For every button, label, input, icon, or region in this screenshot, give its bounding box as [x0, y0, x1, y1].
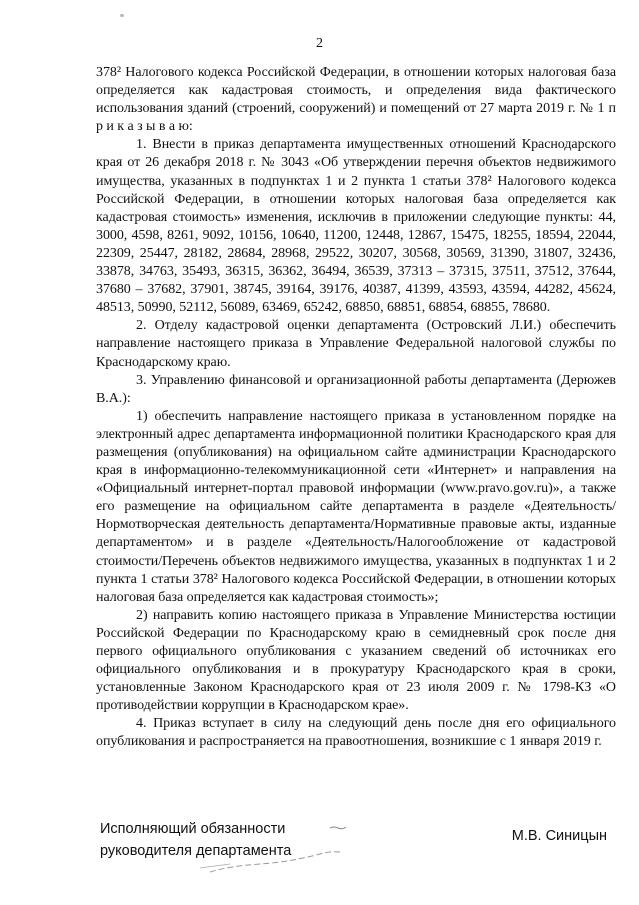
preamble-paragraph: 378² Налогового кодекса Российской Федерации, в отношении которых налоговая база определяется как кадастровая стоимость, и определения вида фактического использования зданий (строений, сооружений) и помещений от 27 марта 2019 г. № 1 п р и к а з ы в а ю:: [96, 65, 616, 135]
item-2-paragraph: 2. Отделу кадастровой оценки департамента (Островский Л.И.) обеспечить направление настоящего приказа в Управление Федеральной налоговой службы по Краснодарскому краю.: [96, 318, 616, 370]
signatory-position-line1: Исполняющий обязанности: [100, 821, 286, 837]
signatory-position-line2: руководителя департамента: [100, 843, 292, 859]
handwritten-signature: [180, 820, 380, 880]
signatory-name: М.В. Синицын: [511, 828, 607, 844]
item-3-paragraph: 3. Управлению финансовой и организационной работы департамента (Дерюжев В.А.):: [96, 372, 616, 406]
item-4-paragraph: 4. Приказ вступает в силу на следующий день после дня его официального опубликования и распространяется на правоотношения, возникшие с 1 января 2019 г.: [96, 716, 616, 750]
item-1-paragraph: 1. Внести в приказ департамента имущественных отношений Краснодарского края от 26 декабря 2018 г. № 3043 «Об утверждении перечня объектов недвижимого имущества, указанных в подпунктах 1 и 2 пункта 1 статьи 378² Налогового кодекса Российской Федерации, в отношении которых налоговая база определяется как кадастровая стоимость» изменения, исключив в приложении следующие пункты: 44, 3000, 4598, 8261, 9092, 10156, 10640, 11200, 12448, 12867, 15475, 18255, 18594, 22044, 22309, 25447, 28182, 28684, 28968, 29522, 30207, 30568, 30569, 31390, 31807, 32436, 33878, 34763, 35493, 36315, 36362, 36494, 36539, 37313 – 37315, 37511, 37512, 37644, 37680 – 37682, 37901, 38745, 39164, 39176, 40387, 41399, 43593, 43594, 44282, 45624, 48513, 50990, 52112, 56089, 63469, 65242, 68850, 68851, 68854, 68855, 78680.: [96, 137, 616, 316]
scan-speck: [120, 14, 124, 17]
order-body: [96, 64, 616, 752]
item-3-2-paragraph: 2) направить копию настоящего приказа в Управление Министерства юстиции Российской Федерации по Краснодарскому краю в семидневный срок после дня первого официального опубликования с указанием сведений об источниках его официального опубликования и в прокуратуру Краснодарского края в сроки, установленные Законом Краснодарского края от 23 июля 2009 г. № 1798-КЗ «О противодействии коррупции в Краснодарском крае».: [96, 607, 616, 714]
page-number: 2: [316, 36, 323, 51]
item-3-1-paragraph: 1) обеспечить направление настоящего приказа в установленном порядке на электронный адрес департамента информационной политики Краснодарского края для размещения (опубликования) на официальном сайте администрации Краснодарского края в информационно-телекоммуникационной сети «Интернет» и направления на «Официальный интернет-портал правовой информации (www.pravo.gov.ru)», а также его размещение на официальном сайте департамента в разделе «Деятельность/Нормотворческая деятельность департамента/Нормативные правовые акты, изданные департаментом» и в разделе «Деятельность/Налогообложение от кадастровой стоимости/Перечень объектов недвижимого имущества, указанных в подпунктах 1 и 2 пункта 1 статьи 378² Налогового кодекса Российской Федерации, в отношении которых налоговая база определяется как кадастровая стоимость»;: [96, 408, 616, 605]
